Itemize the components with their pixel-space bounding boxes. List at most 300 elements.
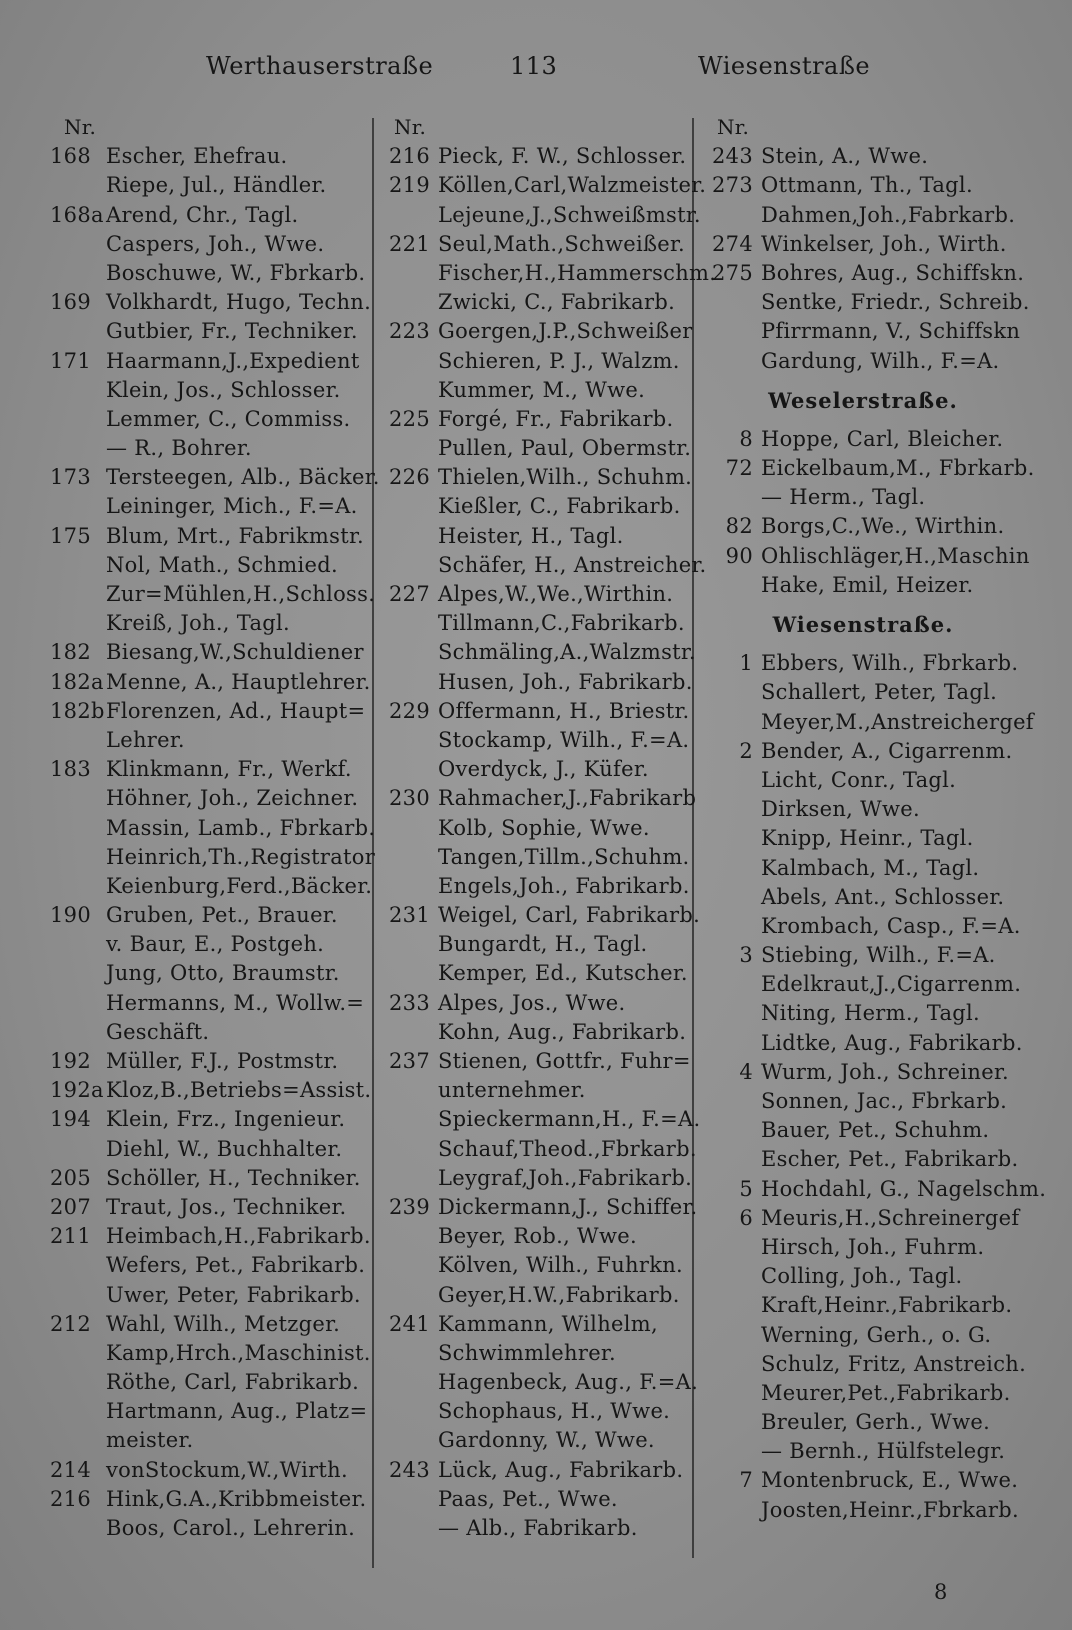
- house-number: 175: [50, 523, 91, 548]
- list-item: [50, 230, 368, 259]
- list-item: [703, 425, 1023, 454]
- resident-entry: Riepe, Jul., Händler.: [106, 173, 327, 198]
- house-number: [380, 1368, 438, 1397]
- entry-list: [50, 142, 380, 1543]
- list-item: [380, 1456, 692, 1485]
- house-number: [50, 784, 106, 813]
- house-number: 275: [712, 260, 753, 285]
- resident-entry: Ebbers, Wilh., Fbrkarb.: [761, 651, 1019, 676]
- list-item: [380, 1281, 692, 1310]
- house-number: [380, 434, 438, 463]
- list-item: [703, 999, 1023, 1028]
- resident-entry: Edelkraut,J.,Cigarrenm.: [761, 972, 1022, 997]
- house-number: 182a: [50, 669, 104, 694]
- list-item: [703, 142, 1023, 171]
- resident-entry: — R., Bohrer.: [106, 436, 252, 461]
- list-item: [703, 708, 1034, 737]
- house-number: 5: [739, 1176, 753, 1201]
- house-number: [380, 376, 438, 405]
- resident-entry: Pfirrmann, V., Schiffskn: [761, 319, 1021, 344]
- resident-entry: Klinkmann, Fr., Werkf.: [106, 757, 352, 782]
- house-number: [703, 1350, 761, 1379]
- list-item: [380, 405, 692, 434]
- street-heading-wiesen: Wiesenstraße.: [772, 612, 954, 637]
- house-number: 229: [389, 698, 430, 723]
- resident-entry: Schallert, Peter, Tagl.: [761, 680, 998, 705]
- house-number: 233: [389, 990, 430, 1015]
- list-item: [380, 609, 692, 638]
- house-number: [703, 883, 761, 912]
- entry-list: [703, 649, 1047, 1525]
- house-number: [703, 1145, 761, 1174]
- resident-entry: Borgs,C.,We., Wirthin.: [761, 514, 1005, 539]
- house-number: 221: [389, 231, 430, 256]
- list-item: [50, 1281, 368, 1310]
- list-item: [380, 1164, 692, 1193]
- house-number: 90: [725, 543, 753, 568]
- list-item: [50, 814, 376, 843]
- list-item: [703, 912, 1023, 941]
- resident-entry: Massin, Lamb., Fbrkarb.: [106, 815, 376, 840]
- house-number: [380, 609, 438, 638]
- house-number: [380, 843, 438, 872]
- house-number: 1: [739, 651, 753, 676]
- list-item: [50, 288, 372, 317]
- resident-entry: Pullen, Paul, Obermstr.: [438, 436, 692, 461]
- house-number: [703, 824, 761, 853]
- house-number: [50, 930, 106, 959]
- resident-entry: Boschuwe, W., Fbrkarb.: [106, 260, 366, 285]
- list-item: [703, 542, 1030, 571]
- house-number: 237: [389, 1049, 430, 1073]
- house-number: [50, 843, 106, 872]
- list-item: [703, 883, 1023, 912]
- resident-entry: Stein, A., Wwe.: [761, 144, 929, 169]
- list-item: [50, 989, 368, 1018]
- resident-entry: Traut, Jos., Techniker.: [106, 1194, 347, 1219]
- list-item: [380, 522, 692, 551]
- house-number: [50, 405, 106, 434]
- house-number: [380, 755, 438, 784]
- house-number: [380, 668, 438, 697]
- resident-entry: Niting, Herm., Tagl.: [761, 1001, 981, 1026]
- list-item: [380, 1193, 698, 1222]
- house-number: [703, 970, 761, 999]
- list-item: [380, 259, 717, 288]
- list-item: [380, 1047, 692, 1076]
- list-item: [50, 1076, 372, 1105]
- resident-entry: Offermann, H., Briestr.: [438, 698, 690, 723]
- list-item: [50, 1222, 371, 1251]
- resident-entry: Lehrer.: [106, 727, 185, 752]
- resident-entry: Beyer, Rob., Wwe.: [438, 1224, 637, 1249]
- resident-entry: Müller, F.J., Postmstr.: [106, 1049, 339, 1073]
- resident-entry: Heister, H., Tagl.: [438, 523, 624, 548]
- house-number: [50, 814, 106, 843]
- resident-entry: Nol, Math., Schmied.: [106, 552, 338, 577]
- house-number: [703, 854, 761, 883]
- list-item: [380, 989, 692, 1018]
- list-item: [703, 454, 1035, 483]
- house-number: [380, 814, 438, 843]
- resident-entry: Lemmer, C., Commiss.: [106, 406, 351, 431]
- list-item: [50, 1164, 368, 1193]
- house-number: [50, 434, 106, 463]
- resident-entry: Kammann, Wilhelm,: [438, 1311, 658, 1336]
- list-item: [380, 872, 692, 901]
- house-number: [703, 571, 761, 600]
- house-number: [380, 1281, 438, 1310]
- resident-entry: Fischer,H.,Hammerschm.: [438, 260, 717, 285]
- resident-entry: Schophaus, H., Wwe.: [438, 1399, 671, 1424]
- house-number: [380, 638, 438, 667]
- resident-entry: Schmäling,A.,Walzmstr.: [438, 640, 696, 665]
- house-number: [50, 1251, 106, 1280]
- house-number: [703, 201, 761, 230]
- house-number: 243: [389, 1457, 430, 1482]
- list-item: [703, 1145, 1023, 1174]
- list-item: [380, 1485, 692, 1514]
- house-number: [380, 959, 438, 988]
- list-item: [703, 171, 1023, 200]
- resident-entry: Abels, Ant., Schlosser.: [761, 884, 1005, 909]
- resident-entry: Jung, Otto, Braumstr.: [106, 961, 340, 986]
- house-number: [380, 1222, 438, 1251]
- list-item: [703, 1437, 1023, 1466]
- resident-entry: Geyer,H.W.,Fabrikarb.: [438, 1282, 680, 1307]
- resident-entry: Stockamp, Wilh., F.=A.: [438, 727, 690, 752]
- resident-entry: — Herm., Tagl.: [761, 485, 926, 510]
- list-item: [50, 609, 368, 638]
- house-number: 243: [712, 144, 753, 169]
- house-number: [380, 1339, 438, 1368]
- resident-entry: Hirsch, Joh., Fuhrm.: [761, 1234, 985, 1259]
- resident-entry: vonStockum,W.,Wirth.: [106, 1457, 348, 1482]
- list-item: [703, 571, 1023, 600]
- house-number: [703, 288, 761, 317]
- resident-entry: unternehmer.: [438, 1078, 586, 1103]
- page-header: [0, 52, 1072, 92]
- resident-entry: Rahmacher,J.,Fabrikarb: [438, 786, 697, 811]
- list-item: [703, 1291, 1023, 1320]
- list-item: [50, 1251, 368, 1280]
- list-item: [380, 1105, 701, 1134]
- house-number: [380, 1514, 438, 1543]
- house-number: [50, 492, 106, 521]
- list-item: [703, 1496, 1023, 1525]
- list-item: [50, 784, 368, 813]
- house-number: 72: [725, 456, 753, 481]
- list-item: [380, 1514, 692, 1543]
- house-number: [380, 1251, 438, 1280]
- house-number: 211: [50, 1224, 91, 1249]
- resident-entry: Weigel, Carl, Fabrikarb.: [438, 903, 701, 928]
- list-item: [50, 697, 368, 726]
- house-number: 239: [389, 1194, 430, 1219]
- column-1: [50, 113, 380, 1543]
- resident-entry: Klein, Frz., Ingenieur.: [106, 1107, 346, 1132]
- resident-entry: Escher, Pet., Fabrikarb.: [761, 1147, 1019, 1172]
- house-number: [50, 989, 106, 1018]
- resident-entry: Gardung, Wilh., F.=A.: [761, 348, 1000, 373]
- house-number: 173: [50, 465, 91, 490]
- list-item: [380, 814, 692, 843]
- resident-entry: Kreiß, Joh., Tagl.: [106, 611, 290, 636]
- resident-entry: Arend, Chr., Tagl.: [106, 202, 299, 227]
- house-number: 168: [50, 144, 91, 169]
- resident-entry: Heimbach,H.,Fabrikarb.: [106, 1224, 371, 1249]
- resident-entry: Licht, Conr., Tagl.: [761, 767, 957, 792]
- list-item: [380, 434, 692, 463]
- house-number: [703, 1321, 761, 1350]
- house-number: 192: [50, 1049, 91, 1073]
- resident-entry: Stienen, Gottfr., Fuhr=: [438, 1049, 691, 1073]
- house-number: [50, 259, 106, 288]
- resident-entry: Schauf,Theod.,Fbrkarb.: [438, 1136, 697, 1161]
- house-number: [50, 1135, 106, 1164]
- list-item: [380, 1310, 692, 1339]
- header-street-right: Wiesenstraße: [698, 52, 871, 80]
- page-number: 113: [510, 52, 558, 80]
- list-item: [50, 201, 368, 230]
- resident-entry: Schieren, P. J., Walzm.: [438, 348, 680, 373]
- resident-entry: Leygraf,Joh.,Fabrikarb.: [438, 1165, 693, 1190]
- list-item: [380, 551, 707, 580]
- house-number: 3: [739, 943, 753, 968]
- resident-entry: Seul,Math.,Schweißer.: [438, 231, 686, 256]
- house-number: 241: [389, 1311, 430, 1336]
- resident-entry: Zwicki, C., Fabrikarb.: [438, 290, 676, 315]
- list-item: [703, 1262, 1023, 1291]
- list-item: [50, 522, 368, 551]
- house-number: [703, 1262, 761, 1291]
- list-item: [703, 678, 1023, 707]
- list-item: [50, 872, 373, 901]
- entry-list: [703, 142, 1030, 376]
- house-number: 82: [725, 514, 753, 539]
- house-number: [703, 766, 761, 795]
- list-item: [50, 1514, 368, 1543]
- list-item: [50, 901, 368, 930]
- resident-entry: Breuler, Gerh., Wwe.: [761, 1410, 991, 1435]
- list-item: [50, 259, 368, 288]
- house-number: [703, 708, 761, 737]
- house-number: 230: [389, 786, 430, 811]
- column-3: [703, 113, 1047, 1525]
- house-number: [703, 1379, 761, 1408]
- list-item: [50, 142, 368, 171]
- resident-entry: Köllen,Carl,Walzmeister.: [438, 173, 707, 198]
- house-number: 2: [739, 738, 753, 763]
- house-number: [380, 1426, 438, 1455]
- list-item: [703, 317, 1023, 346]
- list-item: [703, 1058, 1023, 1087]
- house-number: [380, 1164, 438, 1193]
- resident-entry: Dahmen,Joh.,Fabrkarb.: [761, 202, 1016, 227]
- house-number: [380, 1135, 438, 1164]
- list-item: [703, 1321, 1023, 1350]
- house-number: 223: [389, 319, 430, 344]
- house-number: [703, 1233, 761, 1262]
- house-number: [703, 999, 761, 1028]
- list-item: [50, 1456, 368, 1485]
- resident-entry: Sonnen, Jac., Fbrkarb.: [761, 1089, 1008, 1113]
- list-item: [50, 1368, 368, 1397]
- house-number: 182: [50, 640, 91, 665]
- list-item: [380, 784, 697, 813]
- column-nr-label: Nr.: [64, 115, 97, 139]
- house-number: 231: [389, 903, 430, 928]
- resident-entry: Spieckermann,H., F.=A.: [438, 1107, 701, 1132]
- resident-entry: Montenbruck, E., Wwe.: [761, 1468, 1019, 1493]
- house-number: [50, 1368, 106, 1397]
- column-2: [380, 113, 717, 1543]
- resident-entry: v. Baur, E., Postgeh.: [106, 932, 325, 957]
- list-item: [380, 668, 692, 697]
- resident-entry: Bauer, Pet., Schuhm.: [761, 1118, 990, 1143]
- resident-entry: Tersteegen, Alb., Bäcker.: [106, 465, 380, 490]
- list-item: [703, 649, 1023, 678]
- house-number: 227: [389, 582, 430, 606]
- list-item: [380, 901, 701, 930]
- resident-entry: Lück, Aug., Fabrikarb.: [438, 1457, 684, 1482]
- house-number: [380, 1018, 438, 1047]
- house-number: 192a: [50, 1078, 104, 1103]
- resident-entry: Hermanns, M., Wollw.=: [106, 990, 365, 1015]
- list-item: [703, 512, 1023, 541]
- list-item: [50, 405, 368, 434]
- resident-entry: Knipp, Heinr., Tagl.: [761, 826, 974, 851]
- list-item: [703, 970, 1023, 999]
- house-number: 6: [739, 1205, 753, 1230]
- house-number: [703, 1496, 761, 1525]
- resident-entry: Zur=Mühlen,H.,Schloss.: [106, 582, 376, 606]
- resident-entry: Bender, A., Cigarrenm.: [761, 738, 1013, 763]
- house-number: [380, 347, 438, 376]
- resident-entry: Meyer,M.,Anstreichergef: [761, 709, 1034, 734]
- list-item: [703, 1175, 1047, 1204]
- resident-entry: Geschäft.: [106, 1019, 210, 1044]
- list-item: [50, 726, 368, 755]
- house-number: [703, 1029, 761, 1058]
- list-item: [703, 1350, 1027, 1379]
- list-item: [703, 1233, 1023, 1262]
- house-number: 214: [50, 1457, 91, 1482]
- house-number: [50, 171, 106, 200]
- list-item: [380, 726, 692, 755]
- resident-entry: Bohres, Aug., Schiffskn.: [761, 260, 1025, 285]
- house-number: 205: [50, 1165, 91, 1190]
- resident-entry: — Bernh., Hülfstelegr.: [761, 1439, 1006, 1464]
- list-item: [380, 580, 692, 609]
- resident-entry: Sentke, Friedr., Schreib.: [761, 290, 1030, 315]
- house-number: [703, 912, 761, 941]
- resident-entry: Klein, Jos., Schlosser.: [106, 377, 341, 402]
- resident-entry: Kießler, C., Fabrikarb.: [438, 494, 681, 519]
- resident-entry: Eickelbaum,M., Fbrkarb.: [761, 456, 1035, 481]
- house-number: [50, 1339, 106, 1368]
- house-number: [50, 230, 106, 259]
- list-item: [50, 959, 368, 988]
- house-number: [380, 259, 438, 288]
- list-item: [50, 580, 376, 609]
- list-item: [50, 317, 368, 346]
- house-number: [50, 580, 106, 609]
- resident-entry: Biesang,W.,Schuldiener: [106, 640, 364, 665]
- resident-entry: Kohn, Aug., Fabrikarb.: [438, 1019, 687, 1044]
- house-number: [50, 1281, 106, 1310]
- resident-entry: Gardonny, W., Wwe.: [438, 1428, 655, 1453]
- resident-entry: Hochdahl, G., Nagelschm.: [761, 1176, 1047, 1201]
- list-item: [50, 463, 380, 492]
- resident-entry: Uwer, Peter, Fabrikarb.: [106, 1282, 361, 1307]
- list-item: [380, 1251, 692, 1280]
- resident-entry: Joosten,Heinr.,Fbrkarb.: [761, 1497, 1019, 1522]
- house-number: 190: [50, 903, 91, 928]
- house-number: 194: [50, 1107, 91, 1132]
- house-number: 4: [739, 1059, 753, 1084]
- house-number: [50, 609, 106, 638]
- list-item: [50, 1310, 368, 1339]
- list-item: [380, 1368, 699, 1397]
- list-item: [380, 347, 692, 376]
- resident-entry: Ohlischläger,H.,Maschin: [761, 543, 1030, 568]
- house-number: [50, 551, 106, 580]
- resident-entry: Keienburg,Ferd.,Bäcker.: [106, 873, 373, 898]
- list-item: [50, 1485, 368, 1514]
- resident-entry: Goergen,J.P.,Schweißer: [438, 319, 693, 344]
- house-number: [50, 1514, 106, 1543]
- list-item: [703, 1408, 1023, 1437]
- house-number: [380, 872, 438, 901]
- list-item: [703, 766, 1023, 795]
- resident-entry: Wurm, Joh., Schreiner.: [761, 1059, 1009, 1084]
- list-item: [380, 1135, 697, 1164]
- house-number: [703, 317, 761, 346]
- house-number: [703, 483, 761, 512]
- resident-entry: Overdyck, J., Küfer.: [438, 757, 649, 782]
- house-number: [380, 1076, 438, 1105]
- entry-list: [703, 425, 1035, 600]
- resident-entry: Kölven, Wilh., Fuhrkn.: [438, 1253, 684, 1278]
- house-number: 183: [50, 757, 91, 782]
- list-item: [703, 1379, 1023, 1408]
- resident-entry: Kemper, Ed., Kutscher.: [438, 961, 688, 986]
- list-item: [380, 463, 692, 492]
- list-item: [703, 230, 1023, 259]
- house-number: [380, 1105, 438, 1134]
- house-number: [703, 795, 761, 824]
- resident-entry: Florenzen, Ad., Haupt=: [106, 698, 366, 723]
- resident-entry: meister.: [106, 1428, 194, 1453]
- house-number: [50, 1018, 106, 1047]
- list-item: [50, 1018, 368, 1047]
- house-number: [703, 1437, 761, 1466]
- resident-entry: Dirksen, Wwe.: [761, 797, 920, 822]
- house-number: 182b: [50, 698, 105, 723]
- resident-entry: Engels,Joh., Fabrikarb.: [438, 873, 690, 898]
- list-item: [380, 638, 696, 667]
- list-item: [50, 347, 368, 376]
- list-item: [703, 941, 1023, 970]
- list-item: [380, 1076, 692, 1105]
- list-item: [703, 259, 1023, 288]
- house-number: [380, 726, 438, 755]
- resident-entry: Schöller, H., Techniker.: [106, 1165, 361, 1190]
- resident-entry: Forgé, Fr., Fabrikarb.: [438, 406, 674, 431]
- resident-entry: Schäfer, H., Anstreicher.: [438, 552, 707, 577]
- house-number: 216: [50, 1486, 91, 1511]
